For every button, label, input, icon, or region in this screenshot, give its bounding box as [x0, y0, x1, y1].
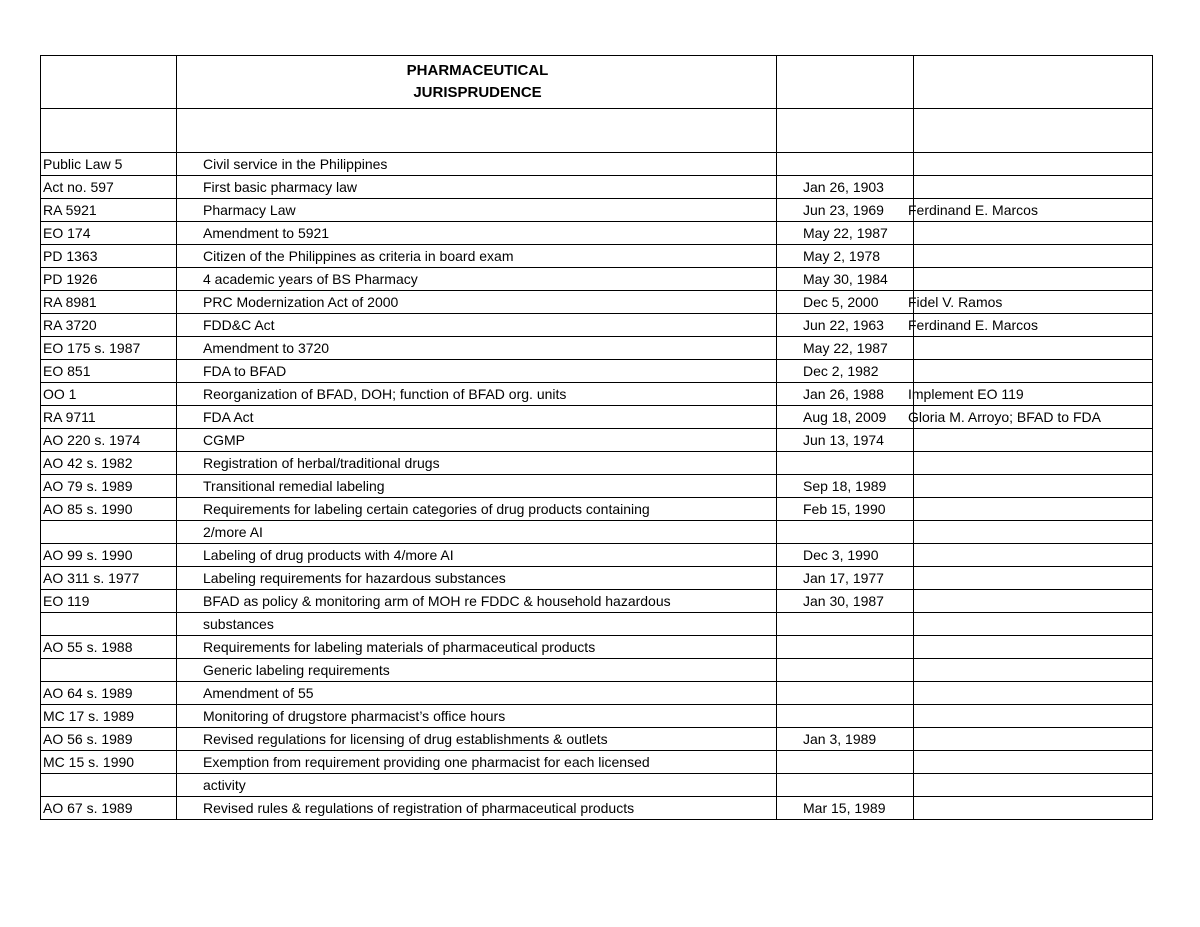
date-cell: Jun 23, 1969: [777, 199, 914, 222]
note-cell: [914, 429, 1153, 452]
table-row: [41, 337, 1153, 360]
description-cell: Amendment to 5921: [177, 222, 777, 245]
note-cell: [914, 521, 1153, 544]
title-row: [41, 56, 1153, 109]
law-cell: AO 64 s. 1989: [41, 682, 177, 705]
title-row-cell-date: [777, 56, 914, 109]
note-cell: Gloria M. Arroyo; BFAD to FDA: [914, 406, 1153, 429]
date-cell: Jan 30, 1987: [777, 590, 914, 613]
date-cell: [777, 705, 914, 728]
description-cell: BFAD as policy & monitoring arm of MOH re FDDC & household hazardous: [177, 590, 777, 613]
table-row: [41, 613, 1153, 636]
note-cell: [914, 728, 1153, 751]
law-cell: [41, 613, 177, 636]
note-cell: Ferdinand E. Marcos: [914, 314, 1153, 337]
blank-cell-law: [41, 109, 177, 153]
law-cell: AO 67 s. 1989: [41, 797, 177, 820]
jurisprudence-table: [40, 55, 1153, 820]
description-cell: Monitoring of drugstore pharmacist’s office hours: [177, 705, 777, 728]
blank-cell-desc: [177, 109, 777, 153]
date-cell: Jun 22, 1963: [777, 314, 914, 337]
note-cell: [914, 176, 1153, 199]
date-cell: [777, 659, 914, 682]
date-cell: [777, 682, 914, 705]
note-cell: [914, 153, 1153, 176]
table-row: [41, 567, 1153, 590]
date-cell: Jan 26, 1988: [777, 383, 914, 406]
note-cell: [914, 797, 1153, 820]
description-cell: CGMP: [177, 429, 777, 452]
law-cell: RA 5921: [41, 199, 177, 222]
table-row: [41, 797, 1153, 820]
title-row-cell-law: [41, 56, 177, 109]
note-cell: [914, 567, 1153, 590]
note-cell: [914, 613, 1153, 636]
title-line-2: JURISPRUDENCE: [413, 84, 542, 101]
description-cell: Transitional remedial labeling: [177, 475, 777, 498]
description-cell: Revised rules & regulations of registration of pharmaceutical products: [177, 797, 777, 820]
description-cell: activity: [177, 774, 777, 797]
description-cell: Labeling of drug products with 4/more AI: [177, 544, 777, 567]
description-cell: Requirements for labeling certain categories of drug products containing: [177, 498, 777, 521]
date-cell: Aug 18, 2009: [777, 406, 914, 429]
law-cell: AO 220 s. 1974: [41, 429, 177, 452]
table-row: [41, 728, 1153, 751]
note-cell: [914, 774, 1153, 797]
law-cell: AO 99 s. 1990: [41, 544, 177, 567]
law-cell: AO 85 s. 1990: [41, 498, 177, 521]
date-cell: [777, 452, 914, 475]
law-cell: PD 1926: [41, 268, 177, 291]
law-cell: RA 9711: [41, 406, 177, 429]
title-line-1: PHARMACEUTICAL: [406, 62, 549, 79]
date-cell: Jan 17, 1977: [777, 567, 914, 590]
description-cell: substances: [177, 613, 777, 636]
law-cell: AO 55 s. 1988: [41, 636, 177, 659]
date-cell: Jun 13, 1974: [777, 429, 914, 452]
date-cell: [777, 521, 914, 544]
law-cell: MC 15 s. 1990: [41, 751, 177, 774]
description-cell: FDA Act: [177, 406, 777, 429]
table-row: [41, 153, 1153, 176]
table-body: [41, 56, 1153, 820]
table-row: [41, 544, 1153, 567]
title-row-cell-note: [914, 56, 1153, 109]
table-row: [41, 429, 1153, 452]
law-cell: PD 1363: [41, 245, 177, 268]
table-row: [41, 705, 1153, 728]
table-row: [41, 360, 1153, 383]
description-cell: Reorganization of BFAD, DOH; function of BFAD org. units: [177, 383, 777, 406]
description-cell: Amendment of 55: [177, 682, 777, 705]
table-row: [41, 682, 1153, 705]
law-cell: AO 79 s. 1989: [41, 475, 177, 498]
table-row: [41, 314, 1153, 337]
law-cell: RA 8981: [41, 291, 177, 314]
note-cell: [914, 751, 1153, 774]
description-cell: FDD&C Act: [177, 314, 777, 337]
table-row: [41, 199, 1153, 222]
date-cell: Sep 18, 1989: [777, 475, 914, 498]
table-row: [41, 774, 1153, 797]
note-cell: Implement EO 119: [914, 383, 1153, 406]
law-cell: EO 119: [41, 590, 177, 613]
description-cell: Labeling requirements for hazardous substances: [177, 567, 777, 590]
law-cell: RA 3720: [41, 314, 177, 337]
law-cell: [41, 659, 177, 682]
law-cell: AO 56 s. 1989: [41, 728, 177, 751]
description-cell: Pharmacy Law: [177, 199, 777, 222]
date-cell: Feb 15, 1990: [777, 498, 914, 521]
table-row: [41, 245, 1153, 268]
description-cell: Civil service in the Philippines: [177, 153, 777, 176]
table-row: [41, 636, 1153, 659]
date-cell: [777, 774, 914, 797]
note-cell: [914, 705, 1153, 728]
note-cell: [914, 659, 1153, 682]
blank-cell-date: [777, 109, 914, 153]
law-cell: MC 17 s. 1989: [41, 705, 177, 728]
blank-row: [41, 109, 1153, 153]
description-cell: FDA to BFAD: [177, 360, 777, 383]
table-row: [41, 498, 1153, 521]
date-cell: May 30, 1984: [777, 268, 914, 291]
note-cell: [914, 498, 1153, 521]
jurisprudence-sheet: [40, 55, 1152, 820]
description-cell: Exemption from requirement providing one pharmacist for each licensed: [177, 751, 777, 774]
law-cell: AO 42 s. 1982: [41, 452, 177, 475]
description-cell: Citizen of the Philippines as criteria in board exam: [177, 245, 777, 268]
description-cell: Registration of herbal/traditional drugs: [177, 452, 777, 475]
note-cell: [914, 360, 1153, 383]
note-cell: [914, 544, 1153, 567]
note-cell: [914, 337, 1153, 360]
law-cell: OO 1: [41, 383, 177, 406]
table-row: [41, 291, 1153, 314]
date-cell: Dec 2, 1982: [777, 360, 914, 383]
description-cell: PRC Modernization Act of 2000: [177, 291, 777, 314]
table-row: [41, 659, 1153, 682]
table-row: [41, 383, 1153, 406]
law-cell: Act no. 597: [41, 176, 177, 199]
table-row: [41, 521, 1153, 544]
table-row: [41, 222, 1153, 245]
table-row: [41, 475, 1153, 498]
blank-cell-note: [914, 109, 1153, 153]
note-cell: [914, 475, 1153, 498]
date-cell: Jan 3, 1989: [777, 728, 914, 751]
law-cell: AO 311 s. 1977: [41, 567, 177, 590]
date-cell: [777, 153, 914, 176]
note-cell: [914, 636, 1153, 659]
note-cell: [914, 452, 1153, 475]
date-cell: Jan 26, 1903: [777, 176, 914, 199]
date-cell: Dec 5, 2000: [777, 291, 914, 314]
date-cell: [777, 751, 914, 774]
date-cell: [777, 613, 914, 636]
table-row: [41, 268, 1153, 291]
date-cell: May 22, 1987: [777, 222, 914, 245]
description-cell: Amendment to 3720: [177, 337, 777, 360]
note-cell: Fidel V. Ramos: [914, 291, 1153, 314]
law-cell: [41, 774, 177, 797]
table-row: [41, 590, 1153, 613]
note-cell: [914, 590, 1153, 613]
law-cell: EO 174: [41, 222, 177, 245]
law-cell: EO 851: [41, 360, 177, 383]
law-cell: EO 175 s. 1987: [41, 337, 177, 360]
date-cell: May 22, 1987: [777, 337, 914, 360]
note-cell: [914, 268, 1153, 291]
description-cell: Requirements for labeling materials of pharmaceutical products: [177, 636, 777, 659]
description-cell: 4 academic years of BS Pharmacy: [177, 268, 777, 291]
law-cell: [41, 521, 177, 544]
table-row: [41, 406, 1153, 429]
table-row: [41, 176, 1153, 199]
description-cell: Generic labeling requirements: [177, 659, 777, 682]
description-cell: Revised regulations for licensing of drug establishments & outlets: [177, 728, 777, 751]
description-cell: 2/more AI: [177, 521, 777, 544]
law-cell: Public Law 5: [41, 153, 177, 176]
note-cell: [914, 245, 1153, 268]
date-cell: Dec 3, 1990: [777, 544, 914, 567]
table-row: [41, 751, 1153, 774]
note-cell: Ferdinand E. Marcos: [914, 199, 1153, 222]
date-cell: May 2, 1978: [777, 245, 914, 268]
date-cell: [777, 636, 914, 659]
date-cell: Mar 15, 1989: [777, 797, 914, 820]
note-cell: [914, 222, 1153, 245]
note-cell: [914, 682, 1153, 705]
description-cell: First basic pharmacy law: [177, 176, 777, 199]
page-title: [177, 56, 777, 109]
table-row: [41, 452, 1153, 475]
